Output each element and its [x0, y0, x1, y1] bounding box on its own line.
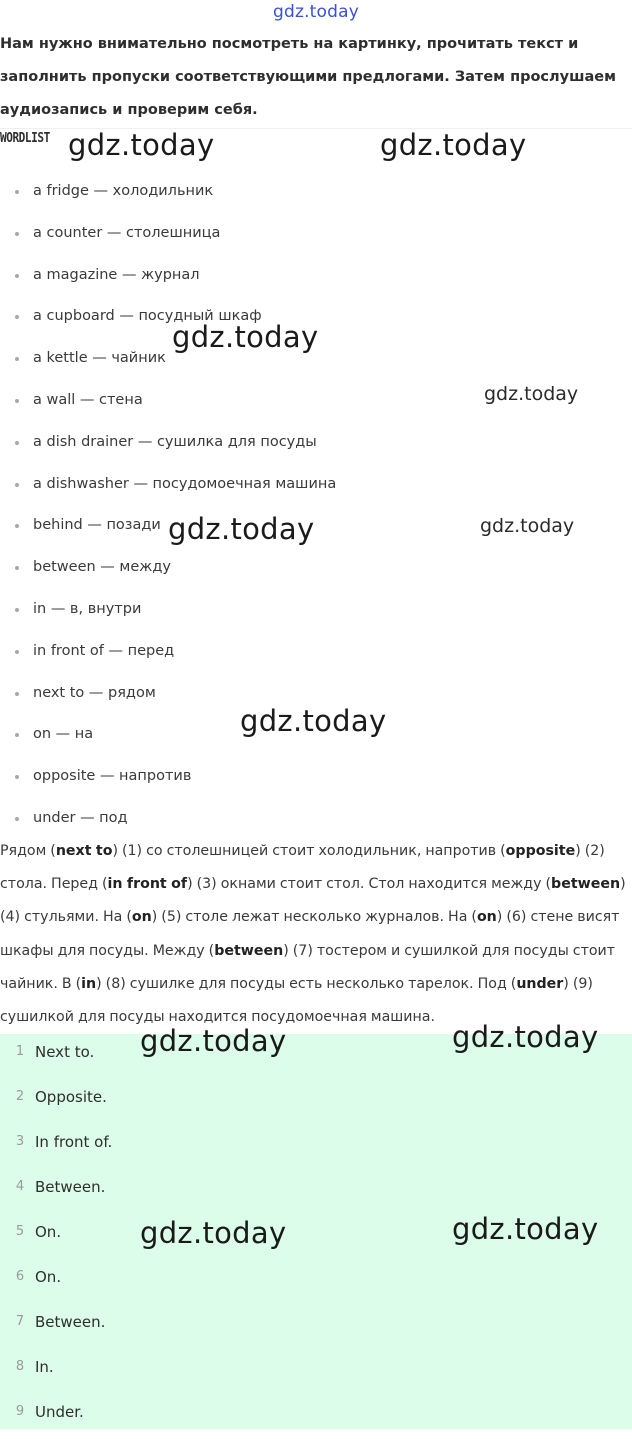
- answer-highlight: between: [551, 876, 621, 893]
- answer-text: Next to.: [35, 1043, 95, 1061]
- watermark: gdz.today: [452, 1020, 599, 1054]
- wordlist-item: [0, 756, 600, 798]
- task-segment: ) (3) окнами стоит стол. Стол находится между (: [187, 876, 552, 893]
- answer-number: 6: [15, 1269, 25, 1284]
- task-segment: ) (4) стульями. На (: [0, 876, 626, 926]
- bullet-icon: [15, 274, 19, 278]
- wordlist-item-text: a dish drainer — сушилка для посуды: [33, 433, 317, 450]
- bullet-icon: [15, 315, 19, 319]
- answer-number: 2: [15, 1089, 25, 1104]
- answer-item: [0, 1304, 632, 1349]
- answer-text: Between.: [35, 1313, 106, 1331]
- bullet-icon: [15, 232, 19, 236]
- answer-text: On.: [35, 1268, 62, 1286]
- divider: [0, 128, 632, 129]
- answer-item: [0, 1169, 632, 1214]
- bullet-icon: [15, 399, 19, 403]
- wordlist-item-text: on — на: [33, 726, 94, 743]
- answer-highlight: under: [516, 975, 564, 992]
- bullet-icon: [15, 817, 19, 821]
- wordlist-item-text: a counter — столешница: [33, 224, 221, 241]
- answer-highlight: opposite: [505, 843, 576, 859]
- wordlist-item: [0, 714, 600, 756]
- wordlist-item-text: next to — рядом: [33, 684, 156, 701]
- task-segment: ) (9) сушилкой для посуды находится посудомоечная машина.: [0, 975, 593, 1026]
- watermark: gdz.today: [452, 1212, 599, 1246]
- wordlist-item: [0, 547, 600, 589]
- bullet-icon: [15, 566, 19, 570]
- bullet-icon: [15, 608, 19, 612]
- watermark: gdz.today: [140, 1024, 287, 1058]
- bullet-icon: [15, 357, 19, 361]
- wordlist-item: [0, 589, 600, 631]
- answer-highlight: on: [131, 909, 152, 926]
- watermark: gdz.today: [240, 704, 387, 738]
- wordlist-item-text: a dishwasher — посудомоечная машина: [33, 475, 337, 492]
- task-text: [0, 835, 630, 1034]
- wordlist-item: [0, 505, 600, 547]
- task-segment: ) (8) сушилке для посуды есть несколько тарелок. Под (: [96, 975, 517, 992]
- bullet-icon: [15, 483, 19, 487]
- wordlist-item-text: under — под: [33, 809, 128, 826]
- watermark: gdz.today: [484, 383, 579, 405]
- answer-text: In front of.: [35, 1133, 113, 1151]
- bullet-icon: [15, 650, 19, 654]
- answer-item: [0, 1259, 632, 1304]
- answer-highlight: in front of: [107, 876, 188, 893]
- wordlist-item-text: a kettle — чайник: [33, 350, 166, 367]
- answer-text: In.: [35, 1358, 54, 1376]
- wordlist-heading: WORDLIST: [0, 131, 50, 146]
- wordlist-item: [0, 171, 600, 213]
- watermark: gdz.today: [140, 1216, 287, 1250]
- answer-item: [0, 1034, 632, 1079]
- wordlist-item-text: in — в, внутри: [33, 600, 142, 617]
- answer-text: Opposite.: [35, 1088, 107, 1106]
- bullet-icon: [15, 524, 19, 528]
- task-instructions: Нам нужно внимательно посмотреть на картинку, прочитать текст и заполнить пропуски соответствующими предлогами. Затем прослушаем аудиозапись и проверим себя.: [0, 36, 616, 118]
- wordlist-item-text: a wall — стена: [33, 391, 143, 408]
- bullet-icon: [15, 692, 19, 696]
- wordlist-item: [0, 296, 600, 338]
- answer-number: 1: [15, 1044, 25, 1059]
- watermark: gdz.today: [168, 512, 315, 546]
- wordlist-item-text: in front of — перед: [33, 642, 175, 659]
- wordlist-item: [0, 213, 600, 255]
- task-segment: ) (5) столе лежат несколько журналов. На (: [151, 909, 477, 926]
- answer-item: [0, 1214, 632, 1259]
- answer-number: 3: [15, 1134, 25, 1149]
- watermark: gdz.today: [172, 320, 319, 354]
- wordlist-item: [0, 380, 600, 422]
- bullet-icon: [15, 733, 19, 737]
- answer-number: 5: [15, 1224, 25, 1239]
- wordlist-item: [0, 422, 600, 464]
- wordlist-item-text: a cupboard — посудный шкаф: [33, 308, 262, 325]
- wordlist-item: [0, 631, 600, 673]
- wordlist-item-text: opposite — напротив: [33, 768, 192, 785]
- wordlist-item-text: a fridge — холодильник: [33, 183, 214, 199]
- watermark: gdz.today: [68, 128, 215, 162]
- wordlist: [0, 171, 600, 840]
- answers-list: [0, 1034, 632, 1429]
- task-segment: ) (2) стола. Перед (: [0, 843, 605, 893]
- task-segment: ) (7) тостером и сушилкой для посуды стоит чайник. В (: [0, 942, 616, 992]
- answer-item: [0, 1394, 632, 1439]
- bullet-icon: [15, 190, 19, 194]
- answer-highlight: on: [476, 909, 497, 926]
- watermark: gdz.today: [380, 128, 527, 162]
- answer-number: 8: [15, 1359, 25, 1374]
- wordlist-item: [0, 798, 600, 840]
- bullet-icon: [15, 775, 19, 779]
- answer-highlight: next to: [55, 843, 113, 859]
- answer-text: Between.: [35, 1178, 106, 1196]
- wordlist-item: [0, 338, 600, 380]
- answer-number: 4: [15, 1179, 25, 1194]
- wordlist-item-text: between — между: [33, 559, 171, 576]
- task-segment: Рядом (: [0, 843, 56, 859]
- answer-number: 7: [15, 1314, 25, 1329]
- wordlist-item: [0, 673, 600, 715]
- answer-highlight: in: [81, 975, 97, 992]
- task-segment: ) (6) стене висят шкафы для посуды. Между (: [0, 909, 620, 959]
- answer-text: Under.: [35, 1403, 84, 1421]
- watermark: gdz.today: [480, 515, 575, 537]
- answer-item: [0, 1124, 632, 1169]
- answer-number: 9: [15, 1404, 25, 1419]
- answer-item: [0, 1349, 632, 1394]
- answer-text: On.: [35, 1223, 62, 1241]
- bullet-icon: [15, 441, 19, 445]
- wordlist-item: [0, 464, 600, 506]
- site-logo[interactable]: gdz.today: [272, 2, 360, 22]
- wordlist-item-text: behind — позади: [33, 517, 161, 534]
- wordlist-item-text: a magazine — журнал: [33, 266, 200, 283]
- wordlist-item: [0, 255, 600, 297]
- answer-item: [0, 1079, 632, 1124]
- answer-highlight: between: [214, 942, 284, 959]
- task-segment: ) (1) со столешницей стоит холодильник, напротив (: [112, 843, 506, 859]
